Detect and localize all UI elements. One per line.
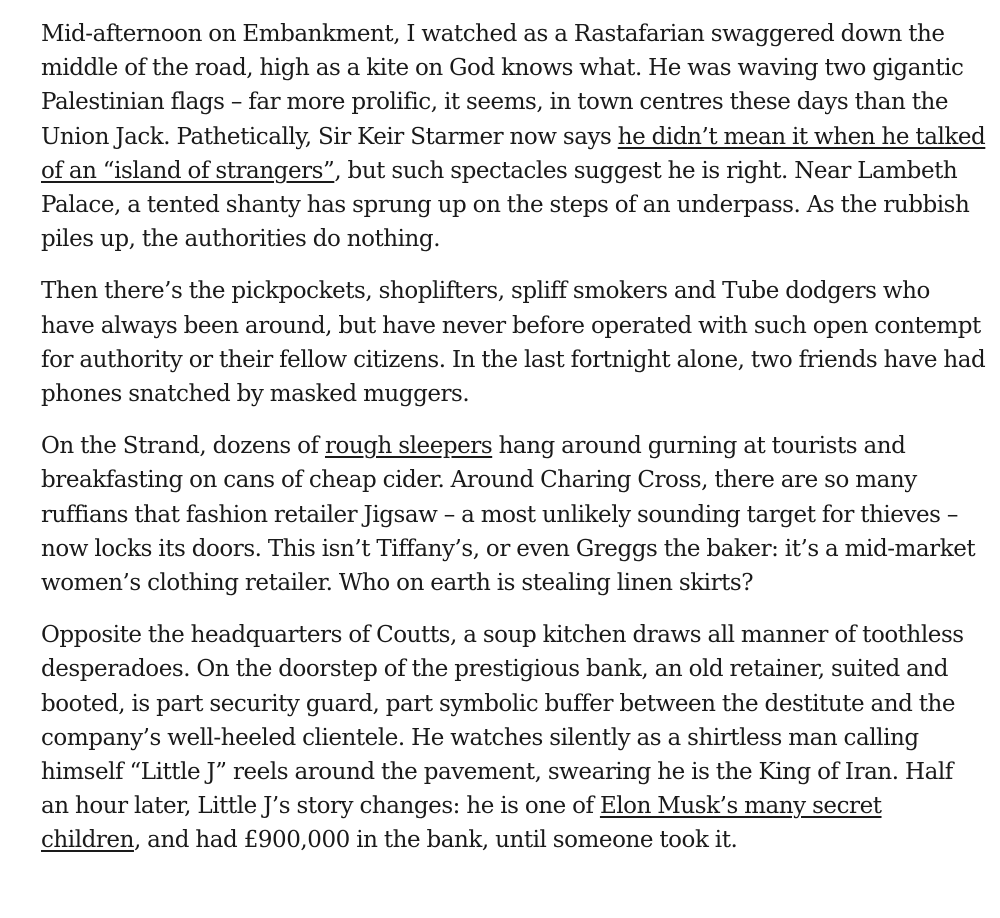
island-of-strangers-link[interactable]: he didn’t mean it when he talked of an “island of strangers” xyxy=(41,123,986,184)
paragraph-text: Opposite the headquarters of Coutts, a soup kitchen draws all manner of toothless desperadoes. On the doorstep of the prestigious bank, an old retainer, suited and booted, is part security guard, part symbolic buffer between the destitute and the company’s well-heeled clientele. He watches silently as a shirtless man calling himself “Little J” reels around the pavement, swearing he is the King of Iran. Half an hour later, Little J’s story changes: he is one of xyxy=(41,622,964,820)
paragraph-text: hang around gurning at tourists and breakfasting on cans of cheap cider. Around Charing Cross, there are so many ruffians that fashion retailer Jigsaw – a most unlikely sounding target for thieves – now locks its doors. This isn’t Tiffany’s, or even Greggs the baker: it’s a mid-market women’s clothing retailer. Who on earth is stealing linen skirts? xyxy=(41,433,976,597)
article-body xyxy=(41,17,986,876)
paragraph-pickpockets xyxy=(41,274,986,411)
paragraph-text: On the Strand, dozens of xyxy=(41,433,325,460)
elon-musk-children-link[interactable]: Elon Musk’s many secret children xyxy=(41,793,882,854)
paragraph-strand xyxy=(41,429,986,600)
paragraph-text: Mid-afternoon on Embankment, I watched as a Rastafarian swaggered down the middle of the road, high as a kite on God knows what. He was waving two gigantic Palestinian flags – far more prolific, it seems, in town centres these days than the Union Jack. Pathetically, Sir Keir Starmer now says xyxy=(41,21,964,150)
rough-sleepers-link[interactable]: rough sleepers xyxy=(324,433,493,460)
paragraph-embankment xyxy=(41,17,986,256)
paragraph-coutts xyxy=(41,618,986,857)
paragraph-text: , but such spectacles suggest he is right. Near Lambeth Palace, a tented shanty has sprung up on the steps of an underpass. As the rubbish piles up, the authorities do nothing. xyxy=(41,157,970,253)
paragraph-text: Then there’s the pickpockets, shoplifters, spliff smokers and Tube dodgers who have always been around, but have never before operated with such open contempt for authority or their fellow citizens. In the last fortnight alone, two friends have had phones snatched by masked muggers. xyxy=(41,278,986,408)
paragraph-text: , and had £900,000 in the bank, until someone took it. xyxy=(133,827,738,854)
